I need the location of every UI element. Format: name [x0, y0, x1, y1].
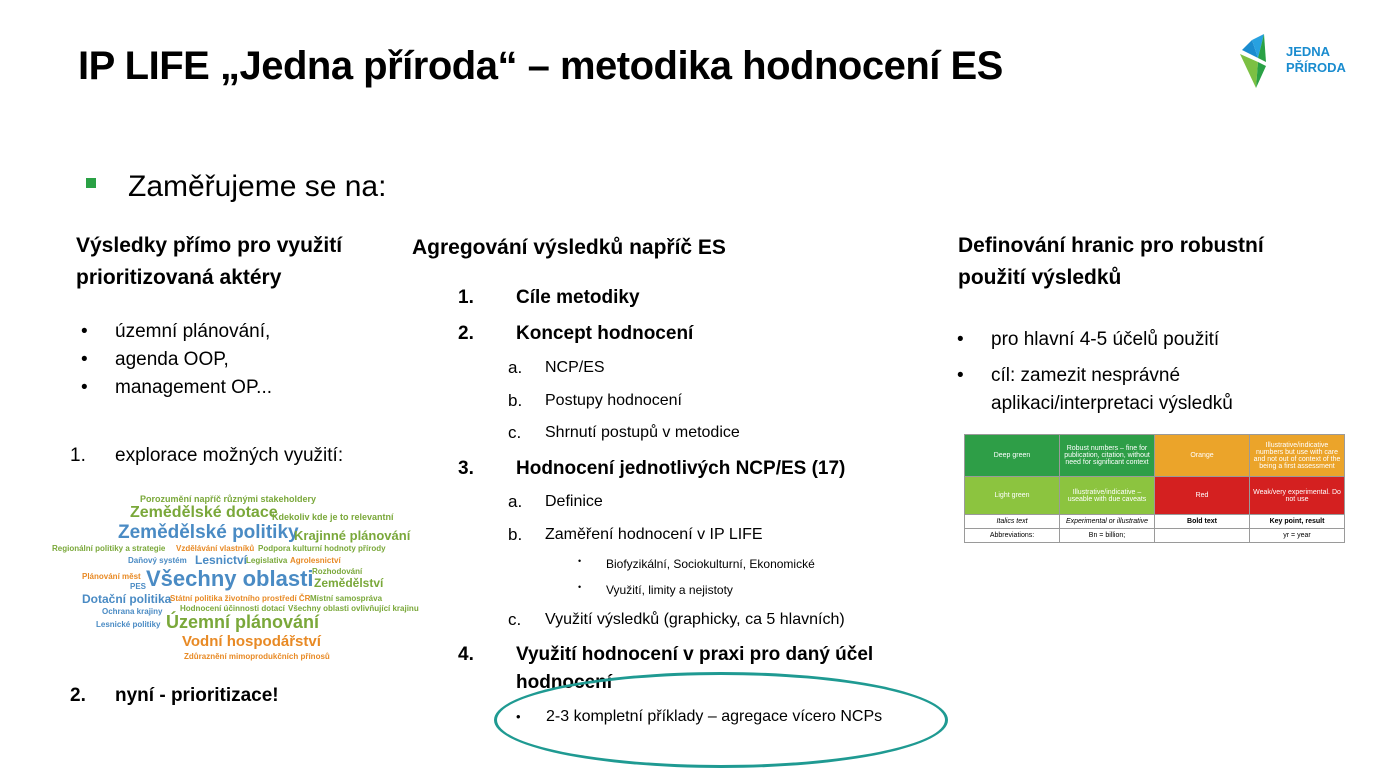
cloud-word: Zemědělství [314, 576, 384, 590]
legend-cell: Bn = billion; [1060, 529, 1155, 543]
col2-sub2-letter: b. [508, 391, 523, 410]
jedna-priroda-logo [1238, 32, 1358, 92]
col2-item1-number: 1. [458, 287, 474, 308]
cloud-word: Místní samospráva [310, 594, 383, 603]
legend-cell: Light green [965, 477, 1060, 515]
legend-cell: Experimental or illustrative [1060, 515, 1155, 529]
legend-table [964, 434, 1345, 543]
cloud-word: Zemědělské politiky [118, 522, 299, 543]
legend-cell: Deep green [965, 435, 1060, 477]
cloud-word: Lesnictví [195, 553, 248, 567]
cloud-word: Lesnické politiky [96, 620, 161, 629]
col1-bullet-1: • územní plánování, [115, 318, 270, 346]
cloud-word: Vodní hospodářství [182, 633, 321, 650]
cloud-word: Regionální politiky a strategie [52, 544, 166, 553]
col2-heading: Agregování výsledků napříč ES [412, 236, 726, 259]
cloud-word: Krajinné plánování [294, 528, 411, 543]
col1-heading [76, 230, 342, 294]
col3-bullet-2-line1: • cíl: zamezit nesprávné [991, 362, 1180, 390]
cloud-word: Vzdělávání vlastníků [176, 544, 255, 553]
legend-table-wrapper [964, 434, 1345, 543]
col2-item4-line1: Využití hodnocení v praxi pro daný účel [516, 644, 874, 665]
col2-sub3-item: Zaměření hodnocení v IP LIFE [545, 526, 763, 543]
cloud-word: Plánování měst [82, 572, 141, 581]
legend-cell: Robust numbers – fine for publication, citation, without need for significant context [1060, 435, 1155, 477]
col2-sub2-item: NCP/ES [545, 359, 605, 376]
col2-sub3-letter: a. [508, 492, 523, 511]
cloud-word: Ochrana krajiny [102, 607, 163, 616]
col1-item2-number: 2. [70, 685, 86, 706]
col2-item3-number: 3. [458, 458, 474, 479]
col2-item2: Koncept hodnocení [516, 323, 694, 344]
cloud-word: Agrolesnictví [290, 556, 341, 565]
cloud-word: Zdůraznění mimoprodukčních přínosů [184, 652, 330, 661]
legend-cell: Orange [1155, 435, 1250, 477]
col3-heading [958, 230, 1264, 294]
col2-sub2-letter: a. [508, 358, 523, 377]
highlight-ellipse [494, 672, 948, 768]
cloud-word: Porozumění napříč různými stakeholdery [140, 494, 317, 504]
legend-cell: yr = year [1250, 529, 1345, 543]
legend-cell: Bold text [1155, 515, 1250, 529]
col2-sub3-item: Definice [545, 493, 603, 510]
col2-sub2-item: Postupy hodnocení [545, 392, 682, 409]
col3-heading-line1: Definování hranic pro robustní [958, 234, 1264, 257]
col2-sub3b-item: Využití, limity a nejistoty [606, 583, 733, 597]
col2-sub4-bullet: 2-3 kompletní příklady – agregace vícero NCPs [546, 708, 883, 725]
col2-item4-line2: hodnocení [516, 672, 613, 693]
col3-bullet-1: • pro hlavní 4-5 účelů použití [991, 326, 1219, 354]
legend-cell: Key point, result [1250, 515, 1345, 529]
logo-line1: JEDNA [1286, 44, 1331, 59]
slide-title: IP LIFE „Jedna příroda“ – metodika hodnocení ES [78, 44, 1003, 88]
col2-item4-number: 4. [458, 644, 474, 665]
cloud-word: Dotační politika [82, 592, 172, 606]
col2-item3: Hodnocení jednotlivých NCP/ES (17) [516, 458, 846, 479]
legend-cell: Red [1155, 477, 1250, 515]
cloud-word: Státní politika životního prostředí ČR [170, 594, 311, 603]
legend-cell: Italics text [965, 515, 1060, 529]
col2-item1: Cíle metodiky [516, 287, 640, 308]
cloud-word: Hodnocení účinnosti dotací [180, 604, 285, 613]
col1-item1-number: 1. [70, 445, 86, 466]
cloud-word: Kdekoliv kde je to relevantní [272, 512, 394, 522]
col2-sub3b-bullet-icon: • [578, 556, 582, 566]
col1-bullet-3: • management OP... [115, 374, 272, 402]
cloud-word: Územní plánování [166, 612, 320, 632]
col2-sub3-letter: b. [508, 525, 523, 544]
cloud-word: Zemědělské dotace [130, 504, 278, 521]
word-cloud [50, 490, 430, 670]
cloud-word: Daňový systém [128, 556, 187, 565]
col1-bullet-2: • agenda OOP, [115, 346, 229, 374]
col2-item2-number: 2. [458, 323, 474, 344]
cloud-word: Podpora kulturní hodnoty přírody [258, 544, 386, 553]
subheading: Zaměřujeme se na: [128, 170, 387, 203]
col2-sub3b-bullet-icon: • [578, 582, 582, 592]
legend-cell [1155, 529, 1250, 543]
cloud-word: PES [130, 582, 147, 591]
cloud-word: Všechny oblasti ovlivňující krajinu [288, 604, 419, 613]
col2-sub2-item: Shrnutí postupů v metodice [545, 424, 740, 441]
legend-cell: Illustrative/indicative numbers but use with care and not out of context of the being a first assessment [1250, 435, 1345, 477]
legend-cell: Abbreviations: [965, 529, 1060, 543]
leaf-logo-icon [1238, 32, 1284, 92]
legend-cell: Illustrative/indicative – useable with due caveats [1060, 477, 1155, 515]
col1-heading-line2: prioritizovaná aktéry [76, 266, 282, 289]
cloud-word: Rozhodování [312, 567, 363, 576]
col1-item1: explorace možných využití: [115, 445, 344, 466]
col2-sub3b-item: Biofyzikální, Sociokulturní, Ekonomické [606, 557, 815, 571]
col3-bullet-2-line2: aplikaci/interpretaci výsledků [991, 393, 1233, 414]
col1-item2: nyní - prioritizace! [115, 685, 279, 706]
col2-sub3-letter: c. [508, 610, 522, 629]
col2-sub3-item: Využití výsledků (graphicky, ca 5 hlavních) [545, 611, 845, 628]
cloud-word: Všechny oblasti [146, 566, 314, 591]
col3-heading-line2: použití výsledků [958, 266, 1122, 289]
green-square-bullet-icon [86, 178, 96, 188]
col1-heading-line1: Výsledky přímo pro využití [76, 234, 343, 257]
legend-cell: Weak/very experimental. Do not use [1250, 477, 1345, 515]
cloud-word: Legislativa [246, 556, 288, 565]
col2-sub2-letter: c. [508, 423, 522, 442]
col2-sub4-bullet-icon: • [516, 709, 521, 724]
logo-line2: PŘÍRODA [1286, 60, 1346, 75]
